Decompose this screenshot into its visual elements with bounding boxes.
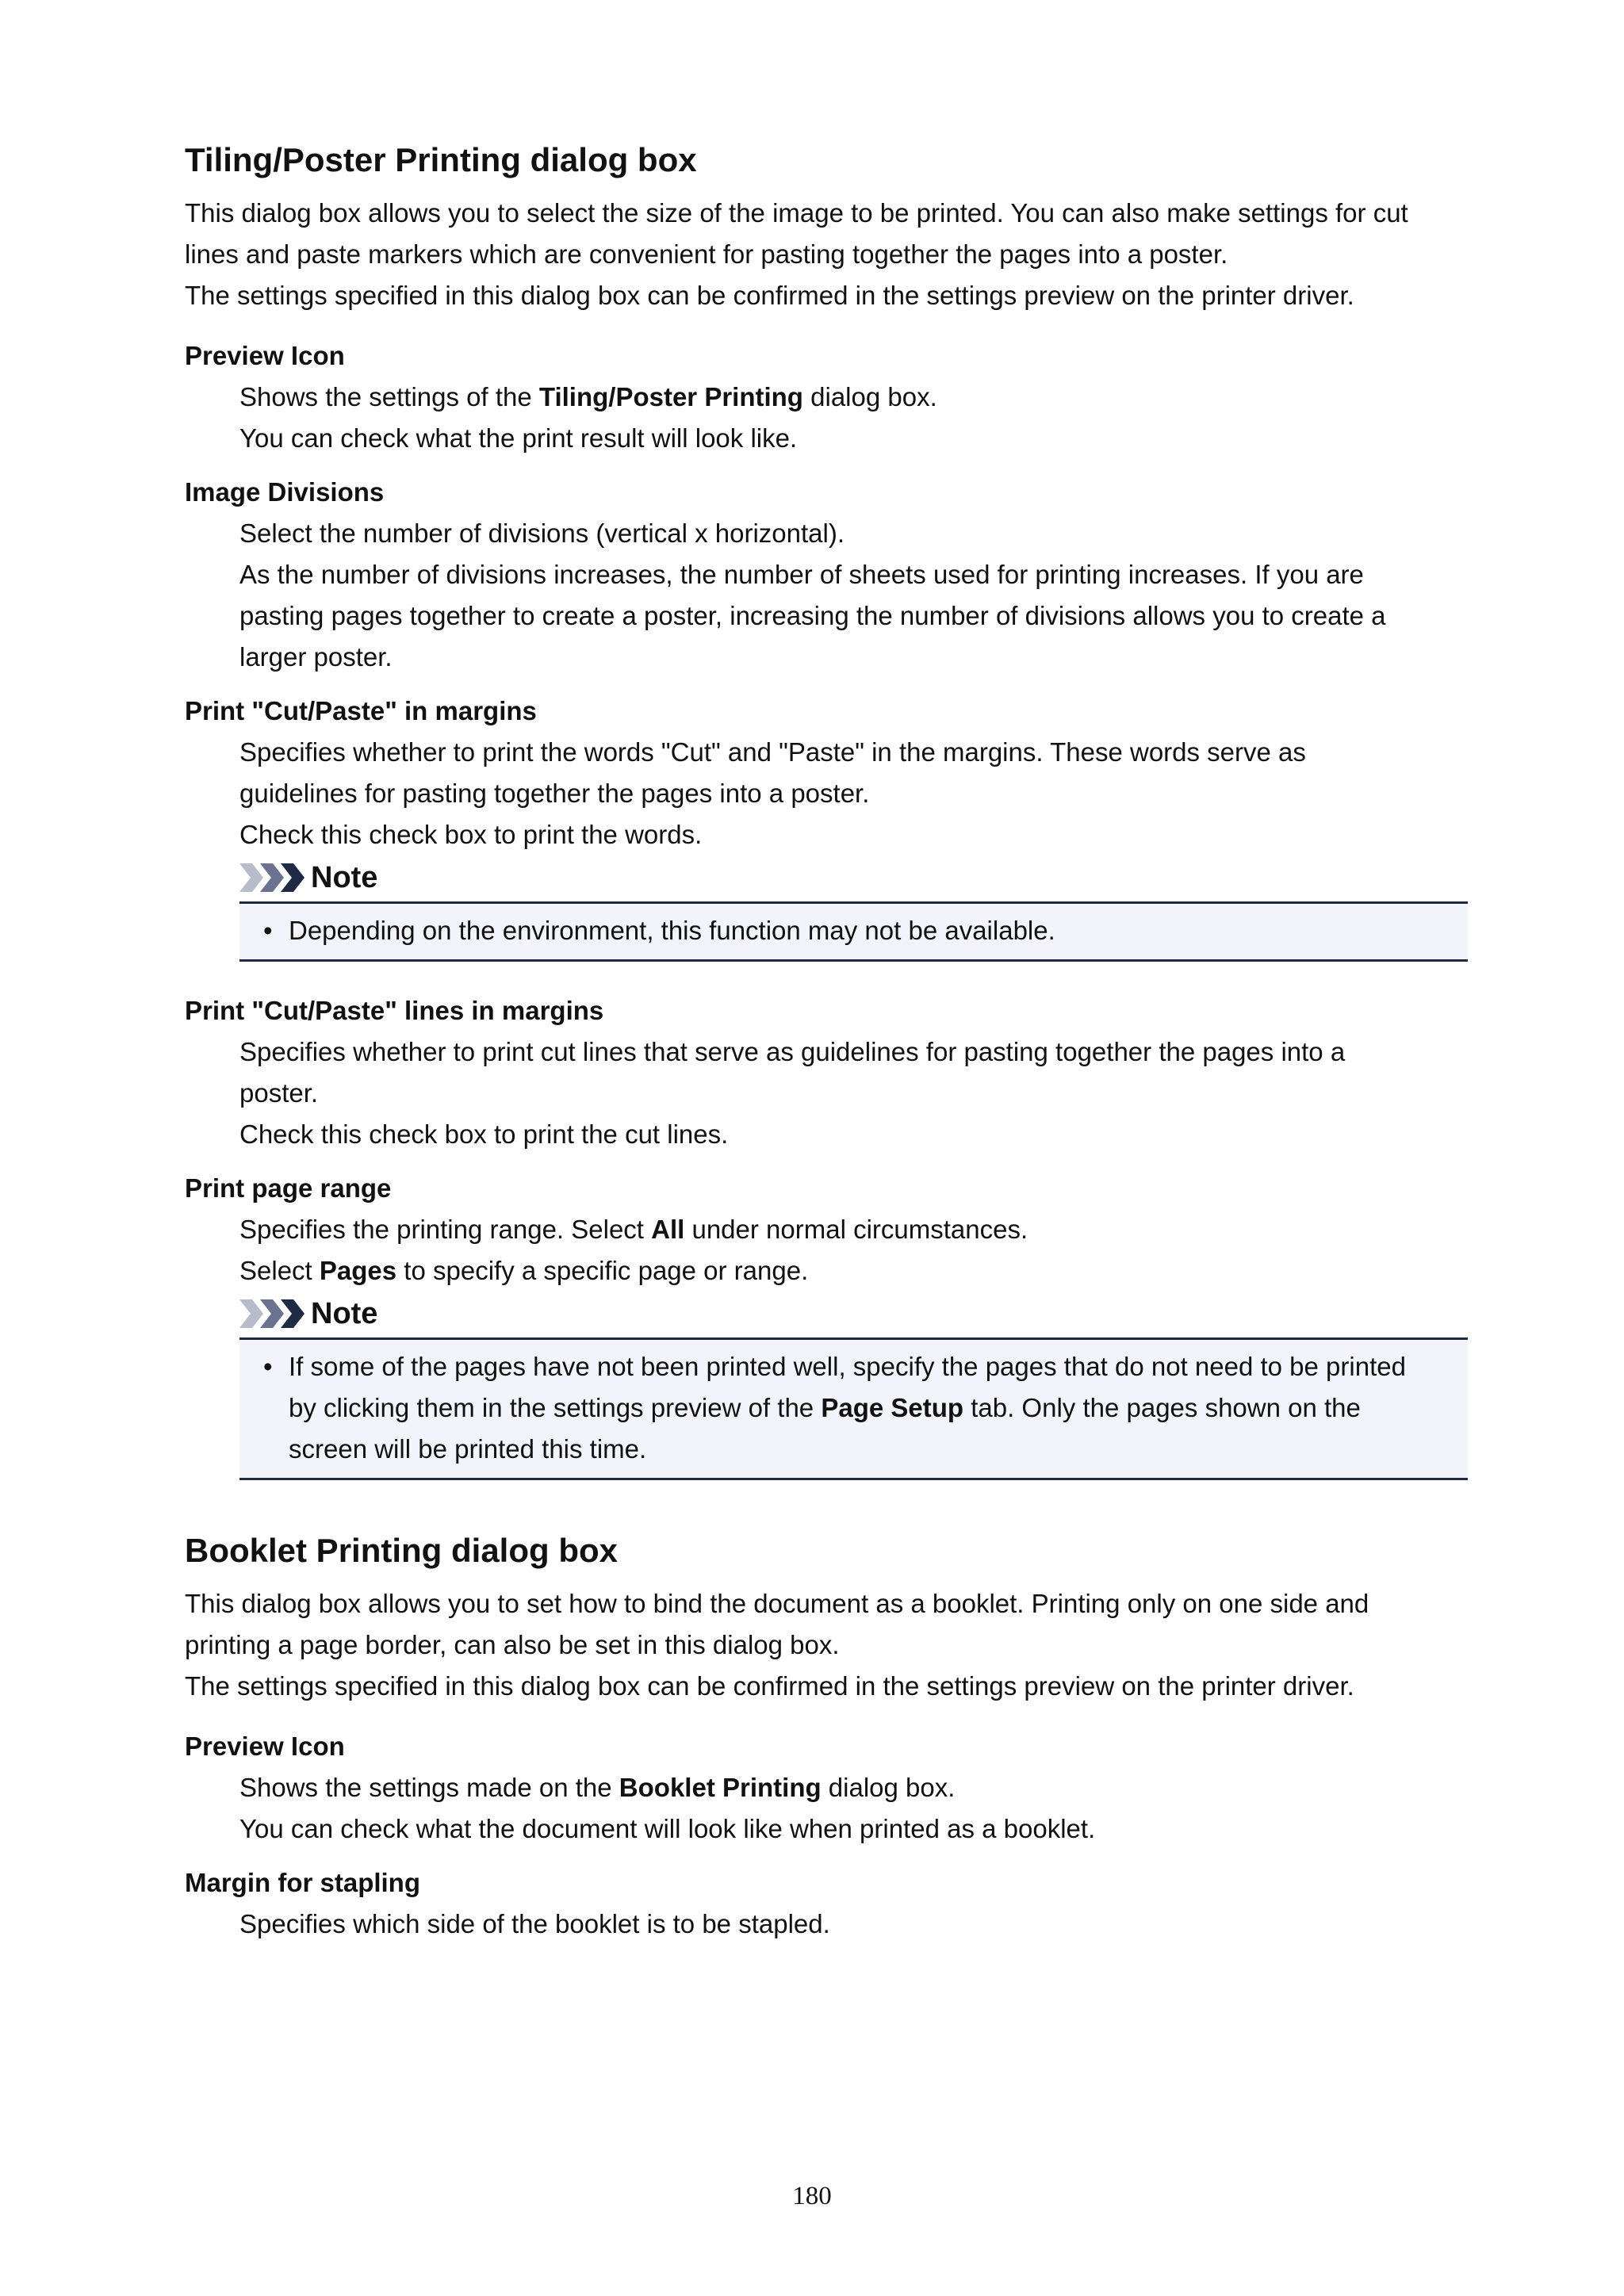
page-number: 180 [792,2182,832,2210]
desc-cut-paste-lines: Specifies whether to print cut lines that serve as guidelines for pasting together the pages into a poster. Check this check box to print the cut lines. [239,1037,1346,1149]
section-intro-booklet: This dialog box allows you to set how to bind the document as a booklet. Printing only on one side and printing a page border, can also be set in this dialog box. The settings specified in this dialog box can be confirmed in the settings preview on the printer driver. [185,1589,1369,1701]
term-margin-stapling: Margin for stapling [185,1868,420,1897]
section-title-tiling: Tiling/Poster Printing dialog box [185,141,697,178]
desc-page-range: Specifies the printing range. Select All under normal circumstances. Select Pages to specify a specific page or range. Note • If some of the pages have not been printed well, specify the pages that do not need to be printed by clicking them in the settings preview of the Page Setup tab. Only the pages shown on the screen will be printed this time. [239,1209,1468,1480]
term-page-range: Print page range [185,1173,392,1203]
desc-image-divisions: Select the number of divisions (vertical x horizontal). As the number of divisions increases, the number of sheets used for printing increases. If you are pasting pages together to create a poster, increasing the number of divisions allows you to create a larger poster. [239,519,1386,672]
desc-preview-icon: Shows the settings of the Tiling/Poster Printing dialog box. You can check what the print result will look like. [239,382,937,453]
term-preview-icon: Preview Icon [185,341,345,370]
note-heading: Note [239,1293,1468,1334]
note-heading: Note [239,857,1468,898]
term-cut-paste-margins: Print "Cut/Paste" in margins [185,696,537,725]
section-title-booklet: Booklet Printing dialog box [185,1532,618,1569]
document-page [185,139,1468,1957]
list-item: • If some of the pages have not been printed well, specify the pages that do not need to be printed by clicking them in the settings preview of the Page Setup tab. Only the pages shown on the screen will be printed this time. [263,1352,1406,1464]
note-box [239,1337,1468,1480]
triple-chevron-note-icon [239,1299,308,1328]
term-image-divisions: Image Divisions [185,477,385,507]
triple-chevron-note-icon [239,863,308,892]
term-cut-paste-lines: Print "Cut/Paste" lines in margins [185,996,604,1025]
desc-margin-stapling: Specifies which side of the booklet is to be stapled. [239,1909,830,1938]
desc-cut-paste-margins: Specifies whether to print the words "Cut" and "Paste" in the margins. These words serve as guidelines for pasting together the pages into a poster. Check this check box to print the words. Note • Depending on the environment, this function may not be available. [239,732,1468,962]
list-item: • Depending on the environment, this function may not be available. [263,916,1055,945]
section-intro-tiling: This dialog box allows you to select the size of the image to be printed. You can also make settings for cut lines and paste markers which are convenient for pasting together the pages into a poster. The settings specified in this dialog box can be confirmed in the settings preview on the printer driver. [185,198,1408,310]
term-preview-icon-booklet: Preview Icon [185,1732,345,1761]
note-box [239,901,1468,962]
desc-preview-icon-booklet: Shows the settings made on the Booklet Printing dialog box. You can check what the document will look like when printed as a booklet. [239,1773,1096,1843]
